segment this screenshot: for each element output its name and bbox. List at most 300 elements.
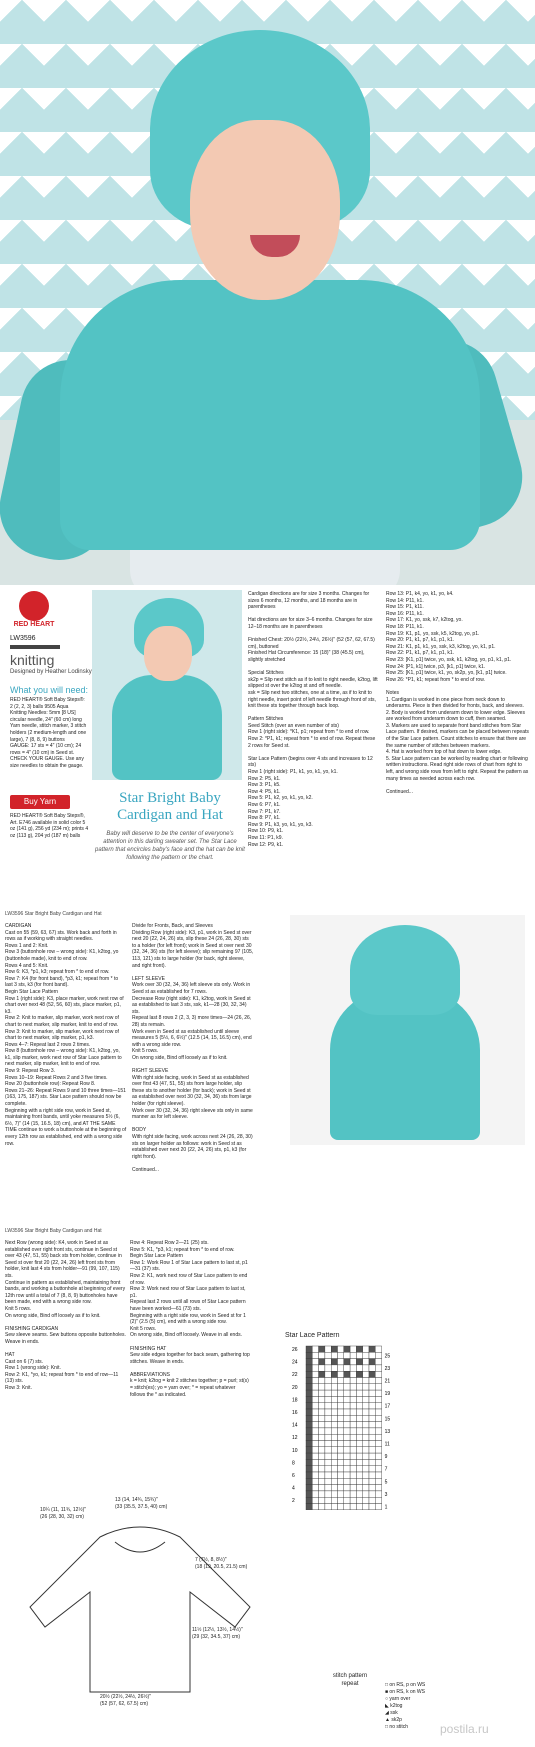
chart-cell [331, 1428, 337, 1434]
chart-cell [350, 1453, 356, 1459]
chart-cell [363, 1346, 369, 1352]
chart-cell [319, 1447, 325, 1453]
chart-cell [331, 1352, 337, 1358]
chart-cell [338, 1365, 344, 1371]
chart-cell [344, 1485, 350, 1491]
chart-cell [363, 1434, 369, 1440]
chart-cell [356, 1441, 362, 1447]
chart-cell [319, 1365, 325, 1371]
chart-cell [363, 1390, 369, 1396]
chart-cell [331, 1346, 337, 1352]
materials-heading: What you will need: [10, 685, 89, 695]
chart-cell [344, 1459, 350, 1465]
star-lace-chart [290, 1344, 456, 1544]
chart-cell [369, 1485, 375, 1491]
chart-cell [344, 1359, 350, 1365]
chart-cell [338, 1403, 344, 1409]
chart-cell [325, 1434, 331, 1440]
chart-cell [319, 1466, 325, 1472]
chart-row-number: 19 [384, 1391, 391, 1398]
chart-cell [344, 1378, 350, 1384]
red-heart-logo: RED HEART [8, 591, 60, 621]
chart-row-number: 21 [384, 1378, 391, 1385]
chart-cell [363, 1497, 369, 1503]
chart-cell [375, 1378, 381, 1384]
chart-cell [306, 1491, 312, 1497]
chart-cell [331, 1441, 337, 1447]
chart-cell [363, 1403, 369, 1409]
chart-cell [306, 1403, 312, 1409]
chart-cell [325, 1378, 331, 1384]
chart-cell [369, 1384, 375, 1390]
chart-cell [363, 1378, 369, 1384]
chart-row-number: 25 [384, 1353, 391, 1360]
chart-row-number: 8 [292, 1460, 295, 1467]
chart-row-number: 26 [292, 1347, 298, 1353]
chart-cell [369, 1371, 375, 1377]
craft-type: knitting [10, 652, 55, 668]
chart-cell [312, 1365, 318, 1371]
chart-cell [319, 1434, 325, 1440]
chart-cell [331, 1453, 337, 1459]
chart-cell [375, 1346, 381, 1352]
chart-cell [331, 1365, 337, 1371]
chart-cell [306, 1447, 312, 1453]
chart-cell [312, 1441, 318, 1447]
chart-cell [375, 1409, 381, 1415]
chart-cell [344, 1491, 350, 1497]
pattern-page-3 [0, 1222, 535, 1742]
chart-cell [375, 1453, 381, 1459]
chart-cell [375, 1504, 381, 1510]
chart-cell [344, 1447, 350, 1453]
chart-cell [331, 1409, 337, 1415]
chart-row-number: 10 [292, 1447, 298, 1454]
chart-cell [350, 1441, 356, 1447]
stitch-repeat-label: stitch pattern repeat [332, 1673, 368, 1687]
chart-cell [356, 1422, 362, 1428]
chart-cell [312, 1378, 318, 1384]
chart-cell [356, 1504, 362, 1510]
chart-cell [312, 1422, 318, 1428]
chart-cell [344, 1504, 350, 1510]
chart-cell [312, 1466, 318, 1472]
chart-cell [350, 1403, 356, 1409]
chart-row-number: 17 [384, 1403, 391, 1410]
chart-cell [375, 1459, 381, 1465]
chart-cell [375, 1478, 381, 1484]
chart-cell [312, 1352, 318, 1358]
chart-cell [350, 1409, 356, 1415]
chart-cell [344, 1390, 350, 1396]
chart-cell [363, 1422, 369, 1428]
chart-cell [369, 1441, 375, 1447]
chart-cell [325, 1390, 331, 1396]
yarn-info: RED HEART® Soft Baby Steps®, Art. E746 available in solid color 5 oz (141 g), 256 yd (234 m); prints 4 oz (113 g), 204 yd (187 m) balls [10, 813, 90, 839]
chart-cell [306, 1434, 312, 1440]
chart-cell [369, 1409, 375, 1415]
chart-cell [312, 1384, 318, 1390]
chart-cell [356, 1472, 362, 1478]
chart-cell [338, 1422, 344, 1428]
chart-cell [312, 1453, 318, 1459]
chart-cell [344, 1346, 350, 1352]
chart-cell [331, 1447, 337, 1453]
chart-cell [331, 1390, 337, 1396]
chart-cell [369, 1466, 375, 1472]
chart-cell [344, 1434, 350, 1440]
chart-cell [331, 1472, 337, 1478]
chart-cell [325, 1428, 331, 1434]
chart-cell [375, 1384, 381, 1390]
chart-cell [369, 1403, 375, 1409]
chart-cell [363, 1352, 369, 1358]
chart-cell [325, 1441, 331, 1447]
chart-cell [350, 1359, 356, 1365]
chart-cell [312, 1346, 318, 1352]
chart-cell [356, 1453, 362, 1459]
chart-cell [344, 1466, 350, 1472]
chart-row-number: 2 [292, 1498, 295, 1505]
chart-cell [306, 1441, 312, 1447]
pattern-code: LW3596 [10, 635, 36, 642]
schematic-bottom-label: 20½ (22½, 24½, 26½)" (52 (57, 62, 67.5) cm) [100, 1694, 151, 1707]
chart-row-number: 5 [384, 1479, 388, 1486]
chart-cell [344, 1384, 350, 1390]
chart-cell [369, 1396, 375, 1402]
chart-cell [344, 1472, 350, 1478]
chart-cell [319, 1478, 325, 1484]
chart-cell [325, 1472, 331, 1478]
chart-cell [344, 1453, 350, 1459]
chart-row-number: 13 [384, 1428, 391, 1435]
chart-cell [369, 1415, 375, 1421]
chart-cell [344, 1428, 350, 1434]
chart-cell [369, 1352, 375, 1358]
chart-cell [312, 1497, 318, 1503]
chart-cell [312, 1485, 318, 1491]
chart-cell [306, 1453, 312, 1459]
chart-cell [319, 1504, 325, 1510]
chart-cell [369, 1378, 375, 1384]
chart-cell [306, 1396, 312, 1402]
chart-cell [325, 1491, 331, 1497]
chart-cell [319, 1352, 325, 1358]
chart-cell [338, 1485, 344, 1491]
chart-cell [363, 1478, 369, 1484]
chart-cell [306, 1409, 312, 1415]
chart-cell [363, 1504, 369, 1510]
chart-cell [369, 1428, 375, 1434]
chart-cell [319, 1491, 325, 1497]
chart-cell [350, 1365, 356, 1371]
chart-row-number: 6 [292, 1473, 295, 1479]
chart-cell [319, 1453, 325, 1459]
chart-cell [306, 1365, 312, 1371]
heart-icon [19, 591, 49, 621]
chart-cell [375, 1472, 381, 1478]
chart-cell [356, 1415, 362, 1421]
chart-cell [375, 1441, 381, 1447]
schematic-length-label: 11½ (12½, 13½, 14½)" (29 (32, 34.5, 37) cm) [192, 1627, 243, 1640]
chart-cell [350, 1346, 356, 1352]
chart-cell [356, 1378, 362, 1384]
chart-cell [312, 1390, 318, 1396]
chart-cell [306, 1346, 312, 1352]
chart-cell [369, 1447, 375, 1453]
chart-cell [350, 1472, 356, 1478]
chart-cell [356, 1390, 362, 1396]
chart-cell [356, 1409, 362, 1415]
chart-cell [350, 1478, 356, 1484]
chart-cell [338, 1396, 344, 1402]
chart-cell [338, 1434, 344, 1440]
chart-cell [363, 1491, 369, 1497]
chart-cell [306, 1390, 312, 1396]
chart-cell [338, 1428, 344, 1434]
chart-cell [331, 1422, 337, 1428]
chart-cell [312, 1403, 318, 1409]
buy-yarn-button[interactable]: Buy Yarn [10, 795, 70, 809]
schematic-neck [115, 1542, 165, 1552]
chart-row-number: 4 [292, 1485, 295, 1492]
chart-cell [375, 1422, 381, 1428]
chart-row-number: 16 [292, 1410, 298, 1416]
chart-cell [306, 1472, 312, 1478]
chart-cell [363, 1485, 369, 1491]
chart-cell [350, 1504, 356, 1510]
chart-cell [319, 1485, 325, 1491]
chart-cell [375, 1497, 381, 1503]
chart-cell [319, 1415, 325, 1421]
chart-cell [306, 1466, 312, 1472]
chart-cell [331, 1403, 337, 1409]
chart-cell [325, 1485, 331, 1491]
chart-cell [369, 1472, 375, 1478]
chart-cell [338, 1472, 344, 1478]
chart-cell [344, 1371, 350, 1377]
chart-cell [356, 1478, 362, 1484]
pattern-photo [92, 590, 242, 780]
chart-cell [338, 1497, 344, 1503]
chart-cell [356, 1459, 362, 1465]
chart-cell [331, 1371, 337, 1377]
chart-cell [325, 1409, 331, 1415]
chart-cell [350, 1428, 356, 1434]
chart-cell [338, 1415, 344, 1421]
chart-cell [350, 1447, 356, 1453]
chart-cell [356, 1359, 362, 1365]
chart-cell [338, 1346, 344, 1352]
chart-cell [363, 1359, 369, 1365]
chart-cell [356, 1371, 362, 1377]
chart-cell [306, 1497, 312, 1503]
chart-cell [369, 1491, 375, 1497]
chart-cell [350, 1434, 356, 1440]
chart-cell [306, 1415, 312, 1421]
chart-cell [319, 1497, 325, 1503]
chart-cell [356, 1346, 362, 1352]
chart-cell [331, 1478, 337, 1484]
chart-cell [306, 1485, 312, 1491]
chart-cell [319, 1472, 325, 1478]
chart-cell [344, 1396, 350, 1402]
chart-cell [325, 1504, 331, 1510]
page-header: LW3596 Star Bright Baby Cardigan and Hat [5, 911, 102, 917]
schematic-sleeve-label: 7 (7½, 8, 8½)" (18 (19, 20.5, 21.5) cm) [195, 1557, 248, 1570]
chart-cell [325, 1396, 331, 1402]
chart-cell [356, 1491, 362, 1497]
chart-cell [306, 1422, 312, 1428]
chart-cell [312, 1472, 318, 1478]
chart-row-number: 3 [384, 1491, 388, 1498]
chart-cell [306, 1478, 312, 1484]
sleeve-instructions: Divide for Fronts, Back, and Sleeves Dividing Row (right side): K3, p1, work in Seed st over next 20 (22, 24, 26) sts, slip these 24 (26, 28, 30) sts to a holder (for left front); work in Seed st over next 30 (32, 34, 36) sts (for left sleeve); slip remaining 97 (105, 113, 121) sts to large holder (for back, right sleeve, and right front). LEFT SLEEVE Work over 30 (32, 34, 36) left sleeve sts only. Work in Seed st as established for 7 rows. Decrease Row (right side): K1, k2tog, work in Seed st as established to last 3 sts, ssk, k1—28 (30, 32, 34) sts. Repeat last 8 rows 2 (2, 3, 3) more times—24 (26, 26, 28) sts remain. Work even in Seed st as established until sleeve measures 5 (5½, 6, 6½)" (12.5 (14, 15, 16.5) cm), end with a wrong side row. Knit 5 rows. On wrong side, Bind off loosely as if to knit. RIGHT SLEEVE With right side facing, work in Seed st as established over first 43 (47, 51, 55) sts from large holder, slip these sts to another holder (for back); work in Seed st as established over next 30 (32, 34, 36) sts from large holder (for right sleeve). Work over 30 (32, 34, 36) right sleeve sts only in same manner as for left sleeve. BODY With right side facing, work across next 24 (26, 28, 30) sts on larger holder as follows: work in Seed st as established over next 20 (22, 24, 26) sts, p1, k3 (for right front). Continued... [132, 923, 254, 1173]
chart-cell [356, 1365, 362, 1371]
chart-cell [375, 1390, 381, 1396]
chart-cell [363, 1466, 369, 1472]
chart-cell [306, 1504, 312, 1510]
body-hat-instructions: Next Row (wrong side): K4, work in Seed st as established over right front sts, continue in Seed st over 43 (47, 51, 55) back sts from holder, continue in Seed st over first 20 (22, 24, 26) left front sts from holder, knit last 4 sts from holder—91 (99, 107, 115) sts. Continue in pattern as established, maintaining front bands, and working a buttonhole at beginning of every 12th row until a total of 7 (8, 8, 9) buttonholes have been made, end with a wrong side row. Knit 5 rows. On wrong side, Bind off loosely as if to knit. FINISHING CARDIGAN Sew sleeve seams. Sew buttons opposite buttonholes. Weave in ends. HAT Cast on 6 (7) sts. Row 1 (wrong side): Knit. Row 2: K1, *yo, k1; repeat from * to end of row—11 (13) sts. Row 3: Knit. [5, 1240, 126, 1392]
chart-cell [338, 1491, 344, 1497]
chart-cell [319, 1422, 325, 1428]
chart-cell [344, 1415, 350, 1421]
chart-cell [344, 1403, 350, 1409]
chart-cell [319, 1428, 325, 1434]
chart-cell [331, 1359, 337, 1365]
chart-cell [331, 1466, 337, 1472]
chart-cell [331, 1415, 337, 1421]
chart-cell [331, 1378, 337, 1384]
chart-cell [350, 1466, 356, 1472]
pattern-title: Star Bright Baby Cardigan and Hat [117, 790, 223, 823]
chart-cell [306, 1459, 312, 1465]
chart-legend: □ on RS, p on WS ■ on RS, k on WS ○ yarn over ◣ k2tog ◢ ssk ▲ sk2p □ no stitch [385, 1682, 426, 1730]
chart-cell [325, 1497, 331, 1503]
instructions-column-1: Cardigan directions are for size 3 months. Changes for sizes 6 months, 12 months, and 18 months are in parentheses Hat directions are for size 3–6 months. Changes for size 12–18 months are in parentheses Finished Chest: 20½ (22½, 24½, 26½)" (52 (57, 62, 67.5) cm), buttoned Finished Hat Circumference: 15 (18)" (38 (45.5) cm), slightly stretched Special Stitches sk2p = Slip next stitch as if to knit to right needle, k2tog, lift slipped st over the k2tog st and off needle. ssk = Slip next two stitches, one at a time, as if to knit to right needle, insert point of left needle through front of sts, knit these sts together through back loop. Pattern Stitches Seed Stitch (over an even number of sts) Row 1 (right side): *K1, p1; repeat from * to end of row. Row 2: *P1, k1; repeat from * to end of row. Repeat these 2 rows for Seed st. Star Lace Pattern (begins over 4 sts and increases to 12 sts) Row 1 (right side): P1, k1, yo, k1, yo, k1. Row 2: P5, k1. Row 3: P1, k5. Row 4: P5, k1. Row 5: P1, k2, yo, k1, yo, k2. Row 6: P7, k1. Row 7: P1, k7. Row 8: P7, k1. Row 9: P1, k3, yo, k1, yo, k3. Row 10: P9, k1. Row 11: P1, k9. Row 12: P9, k1. [248, 591, 378, 848]
chart-cell [356, 1434, 362, 1440]
chart-cell [344, 1409, 350, 1415]
chart-cell [363, 1428, 369, 1434]
chart-cell [319, 1346, 325, 1352]
pattern-page-2 [0, 905, 535, 1205]
chart-cell [344, 1441, 350, 1447]
chart-cell [319, 1396, 325, 1402]
chart-row-number: 18 [292, 1397, 298, 1404]
chart-cell [356, 1428, 362, 1434]
chart-cell [350, 1352, 356, 1358]
chart-cell [338, 1504, 344, 1510]
chart-cell [331, 1491, 337, 1497]
chart-cell [363, 1459, 369, 1465]
chart-cell [356, 1352, 362, 1358]
pattern-description: Baby will deserve to be the center of everyone's attention in this darling sweater set. The Star Lace pattern that encircles baby's face and the hat can be knit following the pattern or the chart. [95, 831, 245, 861]
chart-cell [356, 1497, 362, 1503]
chart-cell [369, 1504, 375, 1510]
chart-cell [338, 1447, 344, 1453]
chart-cell [338, 1453, 344, 1459]
chart-cell [312, 1415, 318, 1421]
chart-cell [375, 1365, 381, 1371]
chart-cell [369, 1390, 375, 1396]
chart-cell [338, 1390, 344, 1396]
chart-cell [338, 1466, 344, 1472]
chart-row-number: 23 [384, 1365, 391, 1372]
chart-cell [325, 1352, 331, 1358]
chart-title: Star Lace Pattern [285, 1332, 340, 1339]
schematic-neck-label: 10¼ (11, 11¾, 12½)" (26 (28, 30, 32) cm) [40, 1507, 87, 1520]
chart-cell [325, 1478, 331, 1484]
chart-cell [369, 1346, 375, 1352]
chart-row-number: 9 [384, 1454, 388, 1461]
chart-cell [363, 1453, 369, 1459]
chart-cell [312, 1359, 318, 1365]
chart-cell [331, 1434, 337, 1440]
chart-cell [325, 1365, 331, 1371]
page-header-3: LW3596 Star Bright Baby Cardigan and Hat [5, 1228, 102, 1234]
chart-cell [312, 1371, 318, 1377]
chart-cell [306, 1428, 312, 1434]
chart-row-number: 11 [384, 1441, 390, 1448]
chart-cell [350, 1396, 356, 1402]
chart-cell [363, 1447, 369, 1453]
chart-cell [375, 1485, 381, 1491]
chart-cell [338, 1409, 344, 1415]
chart-cell [363, 1365, 369, 1371]
chart-cell [312, 1434, 318, 1440]
chart-cell [325, 1384, 331, 1390]
chart-cell [312, 1396, 318, 1402]
chart-cell [331, 1504, 337, 1510]
chart-cell [312, 1409, 318, 1415]
chart-cell [350, 1491, 356, 1497]
sweater-schematic [20, 1497, 260, 1707]
chart-cell [338, 1359, 344, 1365]
chart-cell [325, 1453, 331, 1459]
chart-cell [325, 1403, 331, 1409]
chart-cell [350, 1378, 356, 1384]
chart-cell [306, 1384, 312, 1390]
chart-cell [363, 1384, 369, 1390]
chart-cell [375, 1403, 381, 1409]
chart-cell [338, 1352, 344, 1358]
chart-cell [363, 1415, 369, 1421]
chart-cell [331, 1497, 337, 1503]
chart-cell [369, 1422, 375, 1428]
chart-cell [306, 1359, 312, 1365]
chart-cell [319, 1384, 325, 1390]
chart-cell [375, 1396, 381, 1402]
chart-cell [325, 1359, 331, 1365]
chart-cell [338, 1441, 344, 1447]
chart-cell [369, 1453, 375, 1459]
chart-cell [306, 1378, 312, 1384]
photo-face-small [144, 626, 192, 681]
chart-cell [363, 1371, 369, 1377]
designer-credit: Designed by Heather Lodinsky [10, 669, 92, 675]
chart-cell [344, 1352, 350, 1358]
chart-cell [319, 1371, 325, 1377]
chart-cell [375, 1371, 381, 1377]
chart-cell [319, 1359, 325, 1365]
chart-cell [375, 1491, 381, 1497]
cardigan-instructions: CARDIGAN Cast on 55 (59, 63, 67) sts. Work back and forth in rows as if working with straight needles. Rows 1 and 2: Knit. Row 3 (buttonhole row – wrong side): K1, k2tog, yo (buttonhole made), knit to end of row. Rows 4 and 5: Knit. Row 6: K3, *p1, k3; repeat from * to end of row. Row 7: K4 (for front band), *p3, k1; repeat from * to last 3 sts, k3 (for front band). Begin Star Lace Pattern Row 1 (right side): K3, place marker, work next row of chart over next 48 (52, 56, 60) sts, place marker, p1, k3. Row 2: Knit to marker, slip marker, work next row of chart to next marker, slip marker, knit to end of row. Row 3: Knit to marker, slip marker, work next row of chart to next marker, slip marker, p1, k3. Rows 4–7: Repeat last 2 rows 2 times. Row 8 (buttonhole row – wrong side): K1, k2tog, yo, k1, slip marker, work next row of Star Lace pattern to next marker, slip marker, knit to end of row. Row 9: Repeat Row 3. Rows 10–19: Repeat Rows 2 and 3 five times. Row 20 (buttonhole row): Repeat Row 8. Rows 21–26: Repeat Rows 9 and 10 three times—151 (163, 175, 187) sts. Star Lace pattern should now be complete. Beginning with a right side row, work in Seed st, maintaining front bands, until yoke measures 5½ (6, 6½, 7)" (14 (15, 16.5, 18) cm), and AT THE SAME TIME continue to work a buttonhole at the beginning of every 12th row as established, end with a wrong side row. [5, 923, 127, 1147]
chart-cell [356, 1403, 362, 1409]
site-watermark: postila.ru [440, 1722, 489, 1736]
chart-cell [325, 1415, 331, 1421]
chart-cell [350, 1371, 356, 1377]
pattern-page-1 [0, 585, 535, 880]
